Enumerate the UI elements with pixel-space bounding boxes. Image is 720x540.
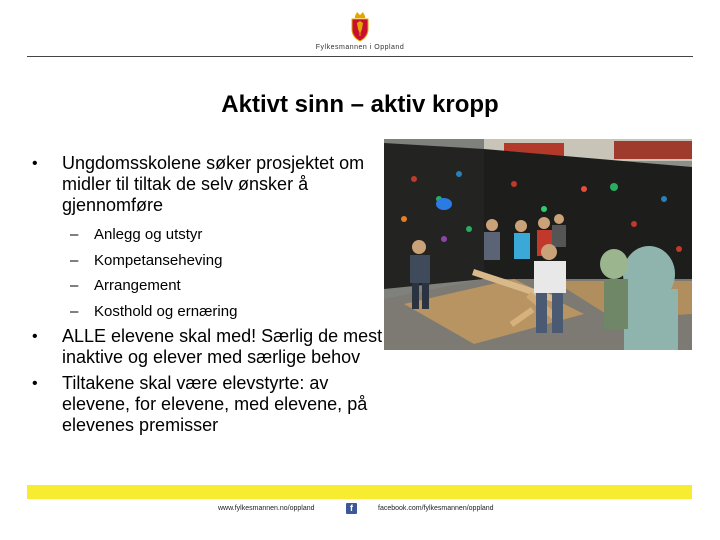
sub-item-text: Kompetanseheving [94, 251, 223, 269]
bullet-marker: • [32, 375, 38, 392]
facebook-link[interactable]: facebook.com/fylkesmannen/oppland [378, 505, 494, 512]
facebook-icon[interactable]: f [346, 503, 357, 514]
sub-item [30, 248, 390, 274]
dash-marker: – [70, 277, 79, 294]
slide-content [30, 153, 390, 436]
photo-illustration [384, 139, 692, 350]
sub-item [30, 273, 390, 299]
dash-marker: – [70, 302, 79, 320]
dash-marker: – [70, 226, 79, 243]
bullet-item [30, 326, 390, 368]
climbing-wall-photo [384, 139, 692, 350]
bullet-text: ALLE elevene skal med! Særlig de mest inaktive og elever med særlige behov [62, 326, 383, 367]
header-divider [27, 56, 693, 57]
organization-name: Fylkesmannen i Oppland [315, 44, 405, 51]
website-link[interactable]: www.fylkesmannen.no/oppland [218, 505, 315, 512]
bullet-text: Tiltakene skal være elevstyrte: av elevene, for elevene, med elevene, på elevenes premisser [62, 373, 368, 435]
dash-marker: – [70, 251, 79, 269]
sub-item-text: Kosthold og ernæring [94, 302, 238, 320]
bullet-marker: • [32, 155, 38, 172]
bullet-marker: • [32, 328, 38, 345]
sub-item [30, 299, 390, 325]
sub-item-text: Arrangement [94, 277, 181, 294]
bullet-item [30, 153, 390, 216]
footer-bar [27, 485, 692, 499]
coat-of-arms-icon [349, 10, 371, 42]
sub-item-text: Anlegg og utstyr [94, 226, 203, 243]
slide-title: Aktivt sinn – aktiv kropp [221, 91, 499, 118]
sub-item [30, 222, 390, 248]
bullet-text: Ungdomsskolene søker prosjektet om midler til tiltak de selv ønsker å gjennomføre [62, 153, 365, 215]
bullet-item [30, 373, 390, 436]
